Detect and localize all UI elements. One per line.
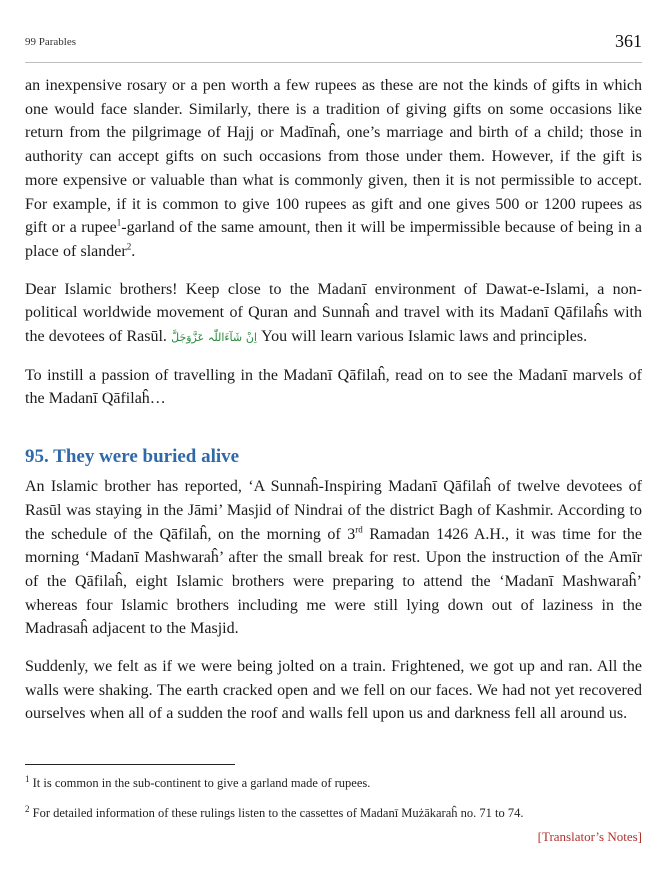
paragraph-madani-environment: Dear Islamic brothers! Keep close to the Madanī environment of Dawat-e-Islami, a non-political worldwide movement of Quran and Sunnaĥ and travel with its Madanī Qāfilaĥs with the devotees of Rasūl. اِنْ شَآءَاللّٰہ عَزَّوَجَلَّ You will learn various Islamic laws and principles. — [25, 280, 642, 346]
footnote-ref-2: 2 — [126, 241, 132, 252]
section-heading: 95. They were buried alive — [25, 446, 240, 468]
paragraph-instill-passion: To instill a passion of travelling in the Madanī Qāfilaĥ, read on to see the Madanī marvels of the Madanī Qāfilaĥ… — [25, 366, 642, 408]
page-body — [25, 74, 642, 726]
footnote-ref-1: 1 — [116, 217, 122, 228]
book-title: 99 Parables — [25, 36, 77, 48]
translator-notes: [Translator’s Notes] — [537, 829, 642, 844]
paragraph-gifts: an inexpensive rosary or a pen worth a few rupees as these are not the kinds of gifts in which one would face slander. Similarly, there is a tradition of giving gifts on some occasions like return from the pilgrimage of Hajj or Madīnaĥ, one’s marriage and birth of a child; those in authority can accept gifts on such occasions from those under them. However, if the gift is more expensive or valuable than what is commonly given, then it is not permissible to accept. For example, if it is common to give 100 rupees as gift and one gives 500 or 1200 rupees as gift or a rupee$^1$-garland of the same amount, then it will be impermissible because of being in a place of slander$^2$. — [25, 77, 642, 260]
ordinal-suffix: rd — [355, 524, 363, 535]
footnote-2: $^2$ For detailed information of these rulings listen to the cassettes of Madanī Mużākaraĥ no. 71 to 74. — [25, 803, 524, 820]
arabic-phrase: اِنْ شَآءَاللّٰہ عَزَّوَجَلَّ — [171, 331, 257, 345]
footnote-divider — [25, 764, 235, 765]
page-header — [25, 0, 642, 63]
page-number: 361 — [615, 31, 642, 51]
footnote-1: $^1$ It is common in the sub-continent to give a garland made of rupees. — [25, 773, 371, 790]
paragraph-earthquake: Suddenly, we felt as if we were being jolted on a train. Frightened, we got up and ran. All the walls were shaking. The earth cracked open and we fell on our faces. We had not yet recovered ourselves when all of a sudden the roof and walls fell upon us and darkness fell all around us. — [25, 658, 642, 723]
paragraph-report: An Islamic brother has reported, ‘A Sunnaĥ-Inspiring Madanī Qāfilaĥ of twelve devotees of Rasūl was staying in the Jāmi’ Masjid of Nindrai of the district Bagh of Kashmir. According to the schedule of the Qāfilaĥ, on the morning of 3rd Ramadan 1426 A.H., it was time for the morning ‘Madanī Mashwaraĥ’ after the small break for rest. Upon the instruction of the Amīr of the Qāfilaĥ, eight Islamic brothers were preparing to attend the ‘Madanī Mashwaraĥ’ whereas four Islamic brothers including me were still lying down out of laziness in the Madrasaĥ adjacent to the Masjid. — [25, 478, 642, 638]
